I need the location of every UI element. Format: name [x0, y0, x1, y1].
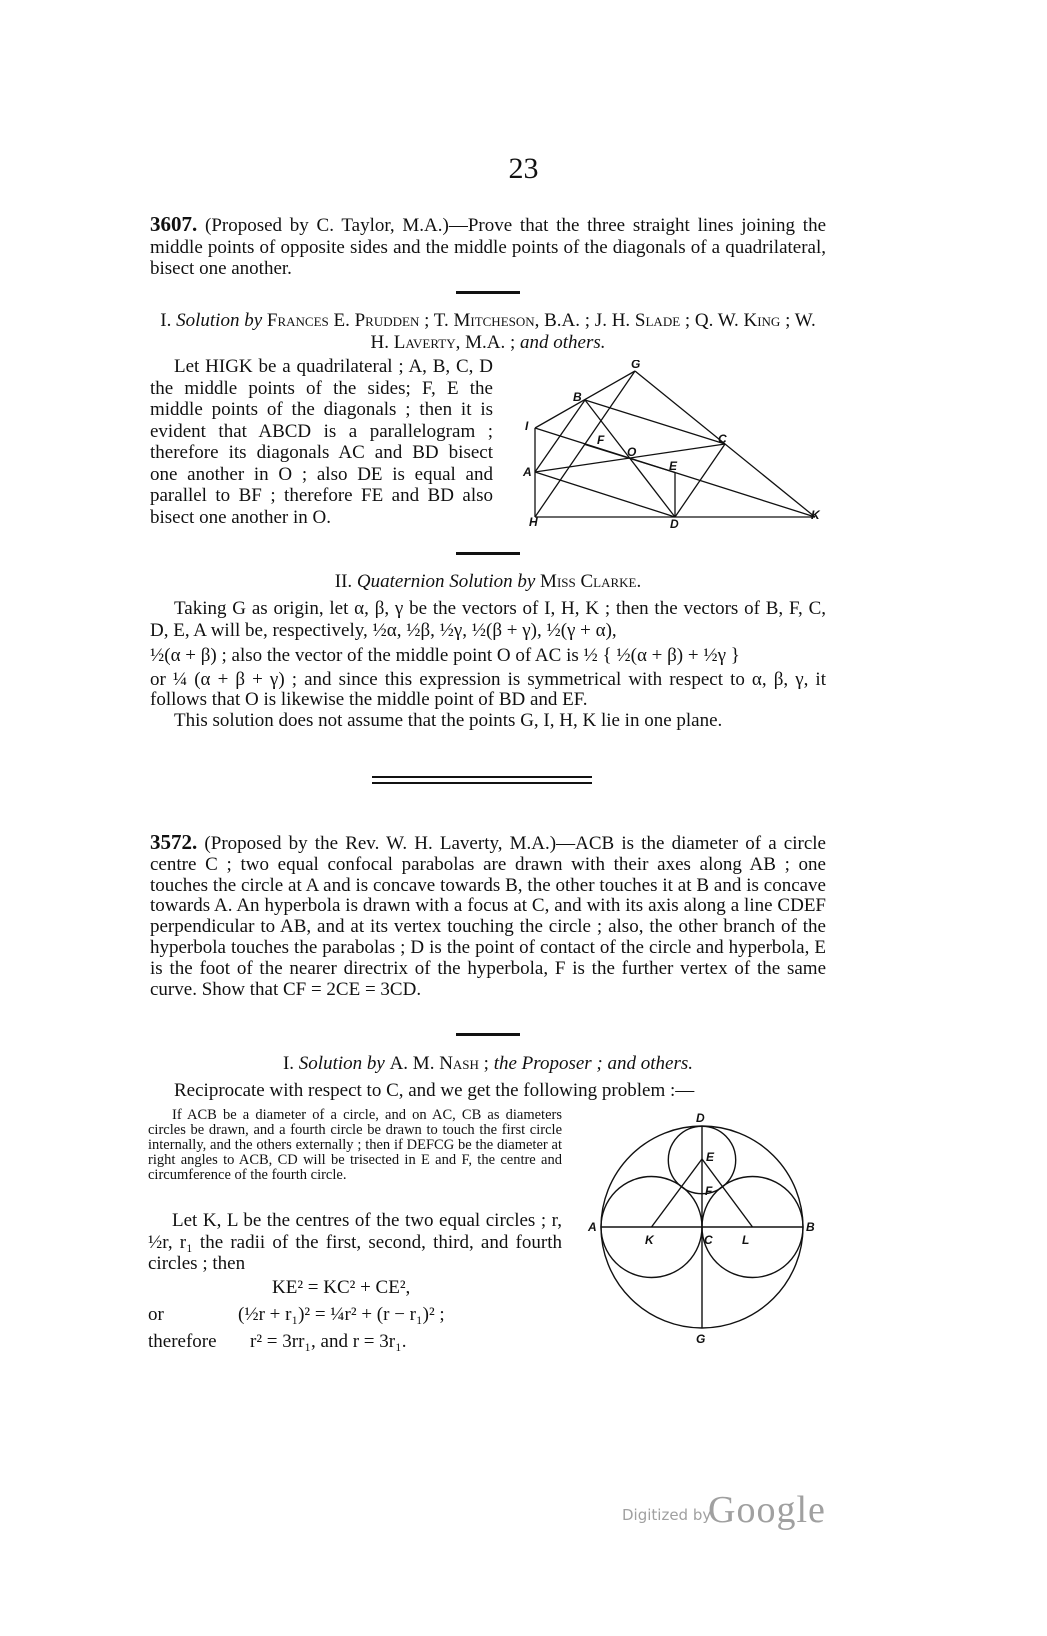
solution-3572-text: Let K, L be the centres of the two equal circles ; r, ½r, r₁ the radii of the first, second, third, and fourth circles ; then — [148, 1210, 562, 1274]
solution-2-text — [150, 598, 826, 732]
label-h: H — [529, 515, 538, 529]
heading-roman: II. — [334, 571, 353, 592]
heading-roman: I. — [160, 310, 172, 331]
double-rule-top — [372, 776, 592, 778]
section-divider — [456, 291, 520, 294]
solution-1-heading — [150, 310, 826, 353]
quadrilateral-figure — [515, 360, 827, 538]
label-a: A — [523, 465, 532, 479]
label-g: G — [696, 1332, 706, 1345]
label-i: I — [525, 419, 529, 433]
heading-proposer: the Proposer ; — [493, 1053, 603, 1074]
label-k: K — [645, 1233, 654, 1247]
digitized-by-watermark: Digitized by — [622, 1506, 712, 1524]
section-divider — [456, 1033, 520, 1036]
solution-1-text: Let HIGK be a quadrilateral ; A, B, C, D the middle points of the sides; F, E the middle points of the diagonals ; then it is evident that ABCD is a parallelogram ; therefore its diagonals AC and BD bisect one another in O ; also DE is equal and parallel to BF ; therefore FE and BD also bisect one another in O. — [150, 356, 493, 528]
solution-2-line-3: or ¼ (α + β + γ) ; and since this expression is symmetrical with respect to α, β, γ, it follows that O is likewise the middle point of BD and EF. — [150, 669, 826, 710]
label-c: C — [718, 432, 727, 446]
label-d: D — [670, 517, 679, 531]
heading-others: and others. — [519, 331, 606, 353]
page-number: 23 — [508, 152, 539, 185]
problem-text: (Proposed by the Rev. W. H. Laverty, M.A.)—ACB is the diameter of a circle centre C ; two equal confocal parabolas are drawn with their axes along AB ; one touches the circle at A and is concave towards B, the other touches it at B and is concave towards A. An hyperbola is drawn with a focus at C, and with its axis along a line CDEF perpendicular to AB, and at its vertex touching the circle ; also, the other branch of the hyperbola touches the parabolas ; D is the point of contact of the circle and hyperbola, E is the foot of the nearer directrix of the hyperbola, F is the further vertex of the same curve. Show that CF = 2CE = 3CD. — [150, 833, 826, 1000]
solution-2-heading — [150, 571, 826, 593]
heading-names: Miss Clarke. — [540, 571, 642, 592]
label-a: A — [588, 1220, 597, 1234]
label-f: F — [597, 433, 605, 447]
heading-by: Quaternion Solution by — [356, 571, 536, 592]
google-logo: Google — [708, 1489, 826, 1531]
problem-number: 3607. — [150, 212, 198, 236]
equation-2-label: or — [148, 1304, 164, 1325]
section-divider — [456, 552, 520, 555]
label-e: E — [706, 1150, 715, 1164]
label-o: O — [627, 445, 637, 459]
label-k: K — [811, 508, 820, 522]
label-g: G — [631, 360, 641, 371]
heading-names: A. M. Nash ; — [389, 1053, 489, 1074]
heading-by: Solution by — [176, 310, 263, 331]
solution-2-line-2: ½(α + β) ; also the vector of the middle point O of AC is ½ { ½(α + β) + ½γ } — [150, 645, 740, 666]
label-f: F — [705, 1184, 713, 1198]
reciprocate-intro: Reciprocate with respect to C, and we get the following problem :— — [174, 1080, 695, 1101]
equation-2: (½r + r₁)² = ¼r² + (r − r₁)² ; — [238, 1304, 445, 1325]
heading-names: Frances E. Prudden ; T. Mitcheson, B.A. ; J. H. Slade ; Q. W. King ; W. H. Laverty, M.A. ; — [266, 310, 816, 353]
problem-3607-statement — [150, 214, 826, 280]
reciprocal-problem: If ACB be a diameter of a circle, and on AC, CB as diameters circles be drawn, and a fourth circle be drawn to touch the first circle internally, and the others externally ; then if DEFCG be the diameter at right angles to ACB, CD will be trisected in E and F, the centre and circumference of the fourth circle. — [148, 1107, 562, 1183]
equation-3-label: therefore — [148, 1331, 217, 1352]
problem-text: (Proposed by C. Taylor, M.A.)—Prove that the three straight lines joining the middle points of opposite sides and the middle points of the diagonals of a quadrilateral, bisect one another. — [150, 215, 826, 279]
circles-figure — [582, 1110, 822, 1345]
equation-3: r² = 3rr₁, and r = 3r₁. — [250, 1331, 407, 1352]
solution-2-line-1: Taking G as origin, let α, β, γ be the vectors of I, H, K ; then the vectors of B, F, C, D, E, A will be, respectively, ½α, ½β, ½γ, ½(β + γ), ½(γ + α), — [150, 598, 826, 641]
label-e: E — [669, 459, 678, 473]
heading-roman: I. — [282, 1053, 295, 1074]
label-b: B — [806, 1220, 815, 1234]
solution-2-line-4: This solution does not assume that the points G, I, H, K lie in one plane. — [174, 710, 723, 731]
heading-others: and others. — [607, 1053, 694, 1074]
problem-number: 3572. — [150, 830, 198, 854]
label-l: L — [742, 1233, 750, 1247]
double-rule-bottom — [372, 782, 592, 784]
problem-3572-statement — [150, 832, 826, 1000]
heading-by: Solution by — [298, 1053, 385, 1074]
label-d: D — [696, 1111, 705, 1125]
label-b: B — [573, 390, 582, 404]
solution-3572-heading — [150, 1053, 826, 1075]
label-c: C — [704, 1233, 713, 1247]
equation-1: KE² = KC² + CE², — [272, 1277, 411, 1298]
